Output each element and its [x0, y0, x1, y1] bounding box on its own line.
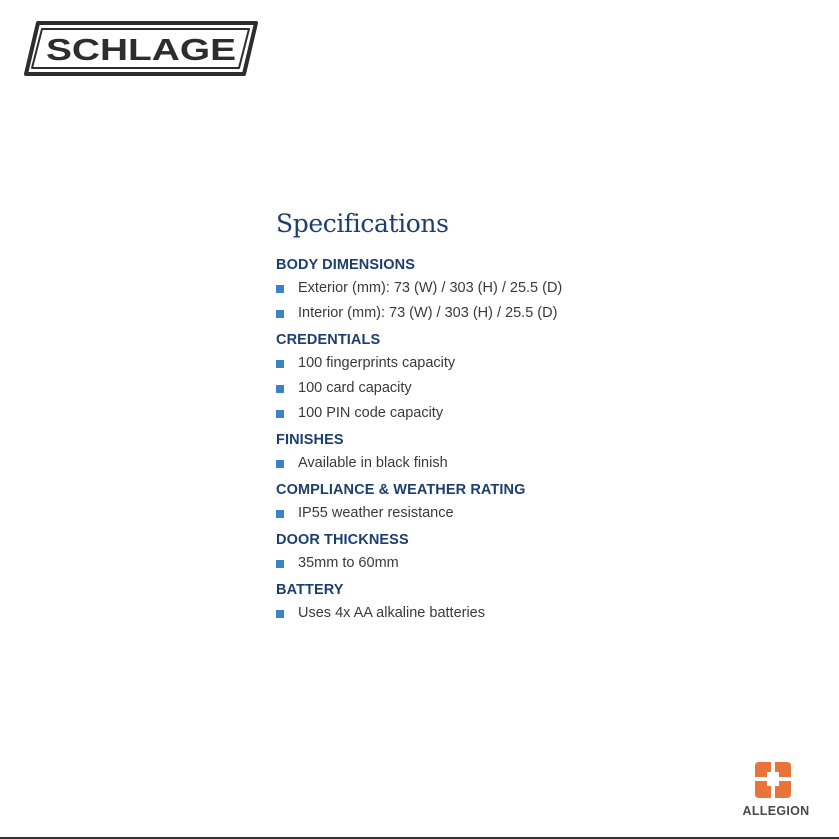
- bullet-text: 35mm to 60mm: [298, 555, 399, 571]
- bullet-item: [276, 301, 696, 326]
- section-credentials: [276, 329, 696, 426]
- section-battery: [276, 579, 696, 626]
- bullet-square-icon: [276, 510, 284, 518]
- bullet-item: [276, 501, 696, 526]
- section-compliance-weather-rating: [276, 479, 696, 526]
- bullet-text: Exterior (mm): 73 (W) / 303 (H) / 25.5 (D): [298, 280, 563, 296]
- bullet-list: [276, 351, 696, 426]
- bullet-list: [276, 276, 696, 326]
- allegion-logo: [733, 760, 819, 820]
- bullet-item: [276, 376, 696, 401]
- bullet-list: [276, 601, 696, 626]
- section-heading: DOOR THICKNESS: [276, 532, 409, 548]
- bullet-square-icon: [276, 610, 284, 618]
- bullet-square-icon: [276, 360, 284, 368]
- schlage-logo-text: SCHLAGE: [46, 32, 236, 67]
- bullet-list: [276, 551, 696, 576]
- bullet-text: 100 fingerprints capacity: [298, 355, 456, 371]
- bullet-text: 100 card capacity: [298, 380, 412, 396]
- bullet-square-icon: [276, 410, 284, 418]
- bullet-item: [276, 351, 696, 376]
- bullet-list: [276, 501, 696, 526]
- section-heading: BODY DIMENSIONS: [276, 257, 416, 273]
- bullet-item: [276, 401, 696, 426]
- specifications-panel: [276, 206, 696, 629]
- bullet-item: [276, 551, 696, 576]
- section-heading: BATTERY: [276, 582, 344, 598]
- section-door-thickness: [276, 529, 696, 576]
- schlage-logo-shape: [20, 20, 260, 77]
- specifications-title: Specifications: [276, 209, 449, 238]
- bullet-text: Available in black finish: [298, 455, 448, 471]
- bullet-square-icon: [276, 460, 284, 468]
- bullet-square-icon: [276, 310, 284, 318]
- bullet-text: Interior (mm): 73 (W) / 303 (H) / 25.5 (D): [298, 305, 558, 321]
- section-heading: FINISHES: [276, 432, 344, 448]
- bullet-item: [276, 276, 696, 301]
- section-heading: COMPLIANCE & WEATHER RATING: [276, 482, 526, 498]
- bullet-list: [276, 451, 696, 476]
- bullet-text: 100 PIN code capacity: [298, 405, 444, 421]
- bullet-square-icon: [276, 285, 284, 293]
- section-finishes: [276, 429, 696, 476]
- allegion-wordmark: ALLEGION: [742, 804, 810, 818]
- allegion-mark-icon: [753, 760, 793, 800]
- schlage-logo: [20, 20, 260, 77]
- section-heading: CREDENTIALS: [276, 332, 381, 348]
- bullet-square-icon: [276, 560, 284, 568]
- bullet-square-icon: [276, 385, 284, 393]
- bullet-text: IP55 weather resistance: [298, 505, 454, 521]
- bullet-item: [276, 601, 696, 626]
- bullet-text: Uses 4x AA alkaline batteries: [298, 605, 485, 621]
- section-body-dimensions: [276, 254, 696, 326]
- bullet-item: [276, 451, 696, 476]
